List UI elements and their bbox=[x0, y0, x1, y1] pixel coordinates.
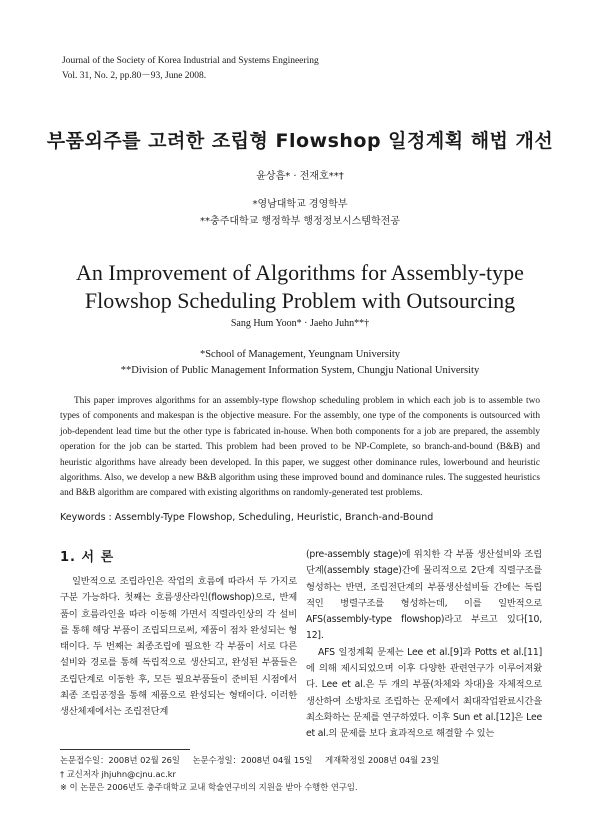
affiliation-ko-2: **충주대학교 행정학부 행정정보시스템학전공 bbox=[200, 216, 400, 227]
korean-title: 부품외주를 고려한 조립형 Flowshop 일정계획 해법 개선 bbox=[46, 130, 554, 152]
english-title-line-2: Flowshop Scheduling Problem with Outsourcing bbox=[84, 288, 516, 313]
keywords-text: Assembly-Type Flowshop, Scheduling, Heuristic, Branch-and-Bound bbox=[114, 512, 434, 523]
revised-date: 논문수정일：2008년 04월 15일 bbox=[192, 755, 313, 765]
footnote-dates bbox=[60, 754, 449, 767]
submitted-date: 논문접수일：2008년 02월 26일 bbox=[60, 755, 180, 765]
corresponding-author: † 교신저자 jhjuhn@cjnu.ac.kr bbox=[60, 769, 176, 779]
english-authors: Sang Hum Yoon* · Jaeho Juhn**† bbox=[230, 318, 370, 329]
keywords-label: Keywords : bbox=[60, 512, 115, 523]
affiliation-en-2: **Division of Public Management Information System, Chungju National University bbox=[120, 365, 480, 376]
funding-note: ※ 이 논문은 2006년도 충주대학교 교내 학술연구비의 지원을 받아 수행한 연구임. bbox=[60, 782, 358, 792]
footnote-divider bbox=[60, 749, 190, 750]
accepted-date: 게재확정일 2008년 04월 23일 bbox=[325, 755, 440, 765]
english-title bbox=[0, 259, 600, 315]
english-affiliations bbox=[0, 347, 600, 379]
journal-volume: Vol. 31, No. 2, pp.80－93, June 2008. bbox=[62, 71, 207, 81]
english-title-line-1: An Improvement of Algorithms for Assembly-type bbox=[76, 260, 524, 285]
section-heading: 1. 서 론 bbox=[60, 550, 115, 565]
keywords bbox=[60, 512, 433, 523]
body-paragraph: AFS 일정계획 문제는 Lee et al.[9]과 Potts et al.[11]에 의해 제시되었으며 이후 다양한 관련연구가 이루어져왔다. Lee et al.은 두 개의 부품(차체와 차대)을 자체적으로 생산하여 소방차로 조립하는 문제에서 최대작업완료시간을 최소화하는 문제를 연구하였다. 이후 Sun et al.[12]은 Lee et al.의 문제를 보다 효과적으로 해결할 수 있는 bbox=[306, 646, 542, 740]
affiliation-en-1: *School of Management, Yeungnam University bbox=[199, 349, 401, 360]
affiliation-ko-1: *영남대학교 경영학부 bbox=[252, 199, 348, 210]
abstract: This paper improves algorithms for an assembly-type flowshop scheduling problem in which each job is to assemble two types of components and makespan is the objective measure. For the assembly, one type of the components is outsourced with job-dependent lead time but the other type is fabricated in-house. When both components for a job are prepared, the assembly operation for the job can be started. This problem had been proved to be NP-Complete, so branch-and-bound (B&B) and heuristic algorithms have already been developed. In this paper, we suggest other dominance rules, lowerbound and heuristic algorithms. Also, we develop a new B&B algorithm using these improved bound and dominance rules. The suggested heuristics and B&B algorithm are compared with existing algorithms on randomly-generated test problems. bbox=[60, 396, 540, 499]
journal-header bbox=[62, 54, 319, 84]
body-right-column bbox=[306, 547, 542, 743]
body-paragraph: (pre-assembly stage)에 위치한 각 부품 생산설비와 조립단계(assembly stage)간에 물리적으로 2단계 직렬구조를 형성하는 반면, 조립전단계의 부품생산설비들 간에는 독립적인 병렬구조를 형성하는데, 이를 일반적으로 AFS(assembly-type flowshop)라고 부르고 있다[10, 12]. bbox=[306, 549, 542, 642]
body-left-column: 일반적으로 조립라인은 작업의 흐름에 따라서 두 가지로 구분 가능하다. 첫째는 흐름생산라인(flowshop)으로, 반제품이 흐름라인을 따라 이동해 가면서 직렬라인상의 각 설비를 통해 해당 부품이 조립되므로써, 제품이 점차 완성되는 형태이다. 두 번째는 최종조립에 필요한 각 부품이 서로 다른 설비와 경로를 통해 독립적으로 생산되고, 완성된 부품들은 조립단계로 이동한 후, 모든 필요부품들이 준비된 시점에서 최종 조립공정을 통해 제품으로 완성되는 형태이다. 이러한 생산체제에서는 조립전단계 bbox=[60, 576, 297, 718]
korean-affiliations bbox=[0, 196, 600, 230]
journal-name: Journal of the Society of Korea Industrial and Systems Engineering bbox=[62, 56, 319, 66]
korean-authors: 윤상흠* · 전재호**† bbox=[256, 171, 344, 182]
